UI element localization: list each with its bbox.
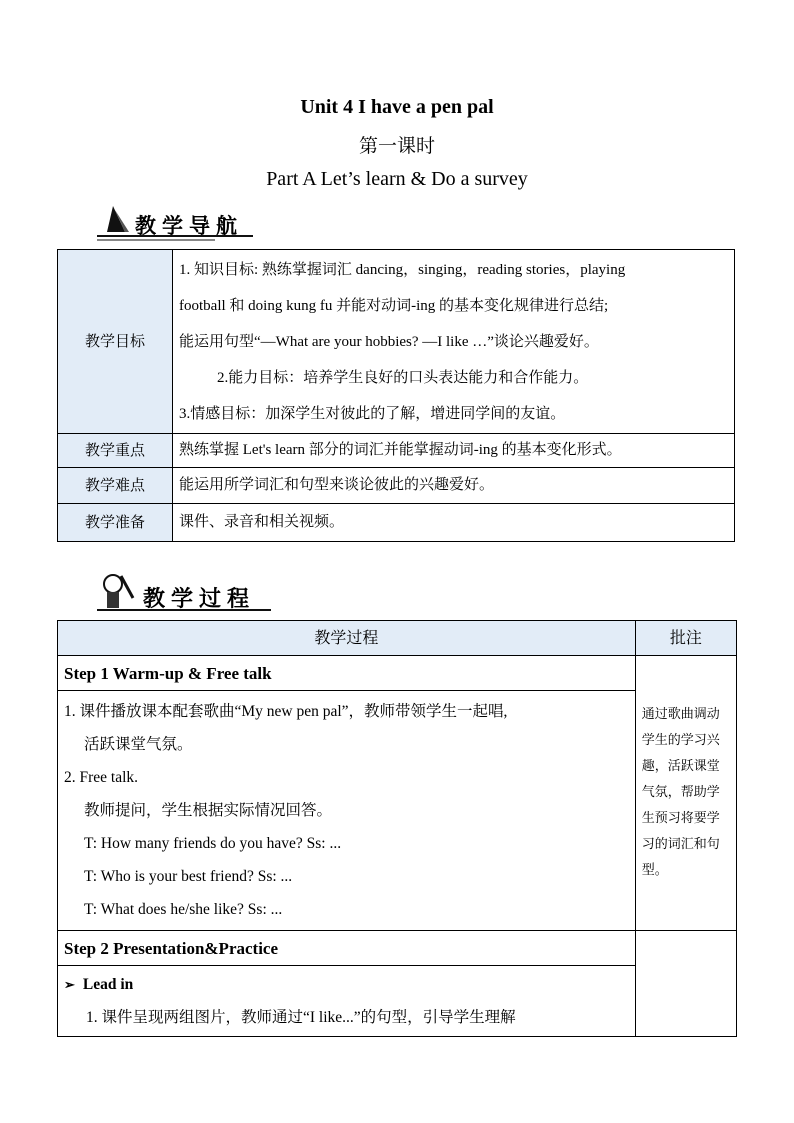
step-line: 1. 课件呈现两组图片，教师通过“I like...”的句型，引导学生理解 (86, 1009, 516, 1026)
step2-content (58, 966, 636, 1037)
objective-line: 1. 知识目标: 熟练掌握词汇 dancing，singing，reading stories，playing (179, 261, 626, 278)
step-line: T: Who is your best friend? Ss: ... (84, 868, 293, 885)
document-title: Unit 4 I have a pen pal (300, 96, 494, 118)
preparation-label: 教学准备 (58, 504, 173, 542)
key-points-text: 熟练掌握 Let's learn 部分的词汇并能掌握动词-ing 的基本变化形式。 (173, 434, 735, 468)
step1-note: 通过歌曲调动学生的学习兴趣，活跃课堂气氛，帮助学生预习将要学习的词汇和句型。 (635, 656, 736, 931)
objective-line: 能运用句型“—What are your hobbies? —I like …”谈论兴趣爱好。 (179, 333, 599, 350)
step-line: 教师提问，学生根据实际情况回答。 (84, 802, 333, 819)
objectives-label: 教学目标 (58, 250, 173, 434)
banner-label: 教学过程 (143, 587, 256, 612)
lead-in-label: Lead in (82, 976, 134, 993)
preparation-text: 课件、录音和相关视频。 (173, 504, 735, 542)
step-line: T: How many friends do you have? Ss: ... (84, 835, 342, 852)
step-line: 2. Free talk. (64, 769, 139, 786)
difficulty-label: 教学难点 (58, 468, 173, 504)
step-line: 活跃课堂气氛。 (84, 736, 193, 753)
arrow-bullet-icon: ➢ (64, 977, 75, 992)
step2-title: Step 2 Presentation&Practice (58, 931, 636, 966)
objective-line: football 和 doing kung fu 并能对动词-ing 的基本变化规律进行总结; (179, 297, 609, 314)
process-column-header: 教学过程 (58, 621, 636, 656)
teaching-guide-table (57, 249, 735, 542)
step2-note (635, 931, 736, 1037)
lead-in-heading (64, 968, 629, 1001)
objective-line: 2.能力目标：培养学生良好的口头表达能力和合作能力。 (217, 369, 589, 386)
teaching-process-banner (95, 566, 275, 616)
notes-column-header: 批注 (635, 621, 736, 656)
banner-label: 教学导航 (135, 214, 243, 238)
teaching-process-table (57, 620, 737, 1037)
difficulty-text: 能运用所学词汇和句型来谈论彼此的兴趣爱好。 (173, 468, 735, 504)
key-points-label: 教学重点 (58, 434, 173, 468)
lesson-period: 第一课时 (358, 136, 435, 157)
lesson-part: Part A Let’s learn & Do a survey (266, 168, 528, 190)
step-line: 1. 课件播放课本配套歌曲“My new pen pal”，教师带领学生一起唱, (64, 703, 508, 720)
step-line: T: What does he/she like? Ss: ... (84, 901, 283, 918)
objectives-content (173, 250, 735, 434)
teaching-guide-banner (95, 198, 255, 244)
step1-title: Step 1 Warm-up & Free talk (58, 656, 636, 691)
step1-content (58, 691, 636, 931)
objective-line: 3.情感目标：加深学生对彼此的了解，增进同学间的友谊。 (179, 405, 566, 422)
